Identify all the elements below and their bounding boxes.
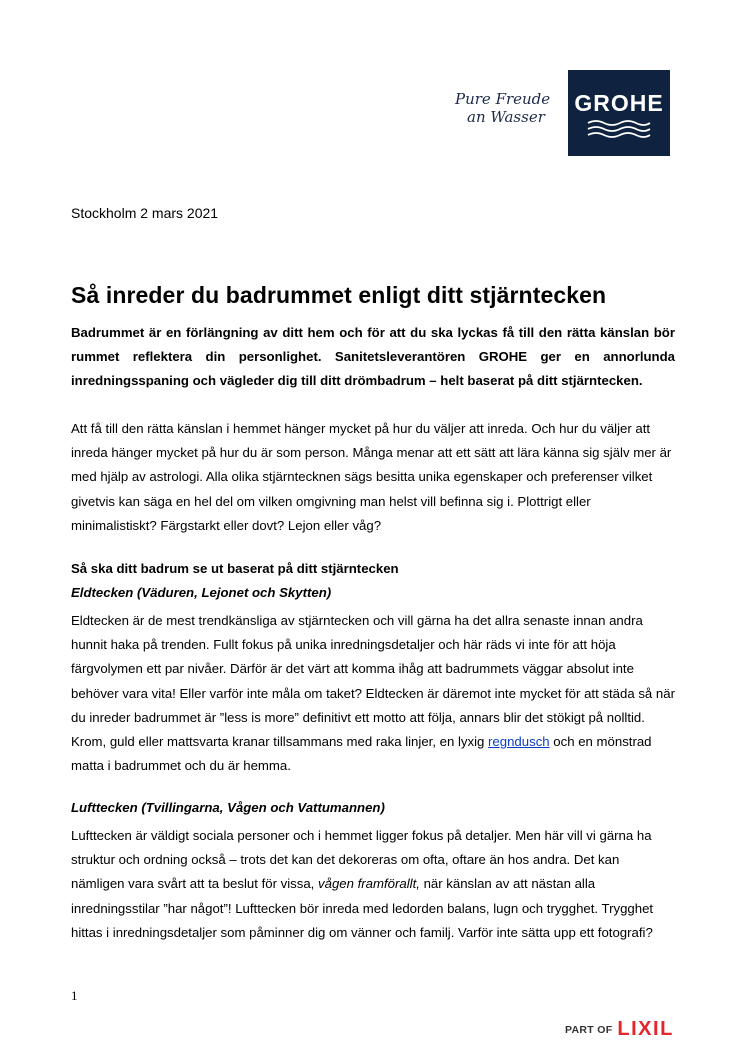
header-logo-area xyxy=(455,70,670,156)
fire-text-part-2: och en mönstrad matta i badrummet och du är hemma. xyxy=(71,734,652,774)
slogan-line-2: an Wasser xyxy=(467,108,545,126)
air-text-italic: vågen framförallt, xyxy=(318,876,420,892)
grohe-slogan xyxy=(455,90,563,126)
lixil-logo xyxy=(565,1018,674,1041)
intro-paragraph: Att få till den rätta känslan i hemmet hänger mycket på hur du väljer att inreda. Och hur du väljer att inreda hänger mycket på hur du är som person. Många menar att ett sätt att lära känna sig själv mer är med hjälp av astrologi. Alla olika stjärntecknen sägs besitta unika egenskaper och preferenser vilket givetvis kan säga en hel del om vilken omgivning man helst vill befinna sig i. Plottrigt eller minimalistiskt? Färgstarkt eller dovt? Lejon eller våg? xyxy=(71,421,672,533)
air-signs-heading: Lufttecken (Tvillingarna, Vågen och Vattumannen) xyxy=(71,800,385,815)
lixil-wordmark: LIXIL xyxy=(617,1018,674,1040)
water-waves-icon xyxy=(586,118,652,140)
regndusch-link[interactable]: regndusch xyxy=(488,734,550,750)
part-of-label: PART OF xyxy=(565,1023,613,1036)
section-heading: Så ska ditt badrum se ut baserat på ditt stjärntecken xyxy=(71,561,399,576)
grohe-logo xyxy=(568,70,670,156)
dateline: Stockholm 2 mars 2021 xyxy=(71,205,219,221)
fire-signs-paragraph xyxy=(71,609,675,778)
grohe-logo-wordmark: GROHE xyxy=(574,90,664,116)
fire-text-part-1: Eldtecken är de mest trendkänsliga av stjärntecken och vill gärna ha det allra senaste innan andra hunnit haka på trenden. Fullt fokus på unika inredningsdetaljer och här räds vi inte för att höja färgvolymen ett par nivåer. Därför är det värt att komma ihåg att badrummets väggar absolut inte behöver vara vita! Eller varför inte måla om taket? Eldtecken är däremot inte mycket för att städa så när du inreder badrummet är ”less is more” definitivt ett motto att följa, annars blir det stökigt på nolltid. Krom, guld eller mattsvarta kranar tillsammans med raka linjer, en lyxig xyxy=(71,613,675,750)
air-signs-paragraph xyxy=(71,824,675,945)
slogan-line-1: Pure Freude xyxy=(455,90,551,108)
page-number: 1 xyxy=(71,988,78,1003)
fire-signs-heading: Eldtecken (Väduren, Lejonet och Skytten) xyxy=(71,585,332,600)
air-text-part-2: när känslan av att nästan alla inredningsstilar ”har något”! Lufttecken bör inreda med ledorden balans, lugn och trygghet. Trygghet hittas i inredningsdetaljer som påminner dig om vänner och familj. Varför inte sätta upp ett fotografi? xyxy=(71,876,654,940)
lead-paragraph: Badrummet är en förlängning av ditt hem och för att du ska lyckas få till den rätta känslan bör rummet reflektera din personlighet. Sanitetsleverantören GROHE ger en annorlunda inredningsspaning och vägleder dig till ditt drömbadrum – helt baserat på ditt stjärntecken. xyxy=(71,325,675,389)
page-title: Så inreder du badrummet enligt ditt stjärntecken xyxy=(71,282,607,308)
air-text-part-1: Lufttecken är väldigt sociala personer och i hemmet ligger fokus på detaljer. Men här vill vi gärna ha struktur och ordning också – trots det kan det dekoreras om ofta, oftare än hos andra. Det kan nämligen vara svårt att ta beslut för vissa, xyxy=(71,828,652,892)
